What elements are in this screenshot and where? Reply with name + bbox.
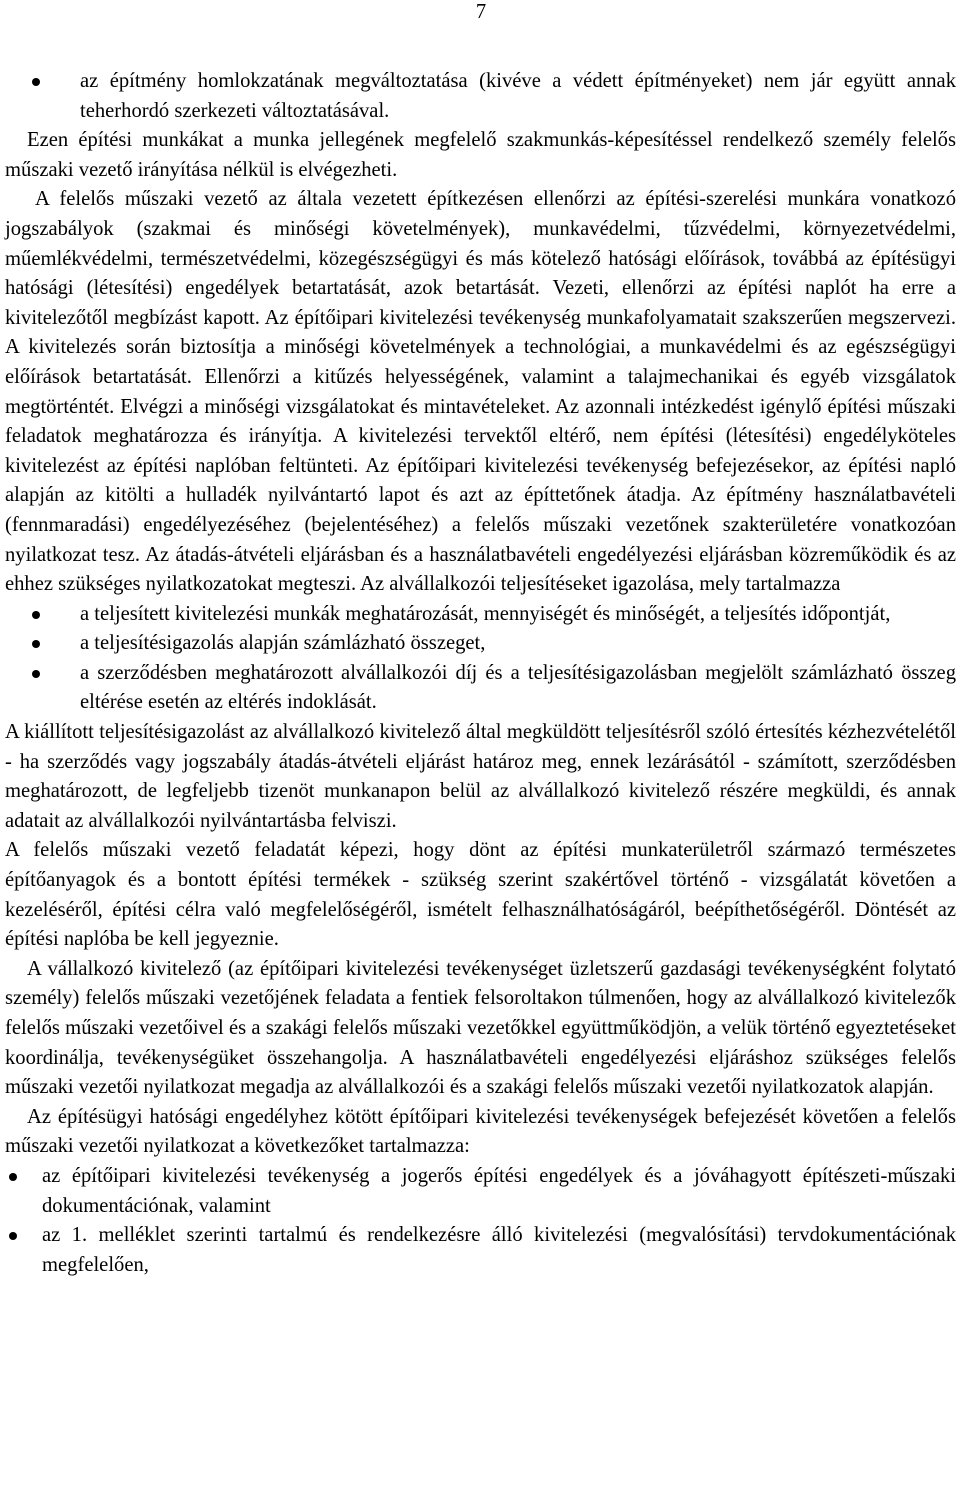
paragraph: Ezen építési munkákat a munka jellegének megfelelő szakmunkás-képesítéssel rendelkező személy felelős műszaki vezető irányítása nélkül is elvégezheti. bbox=[5, 129, 956, 181]
bullet-list-bottom bbox=[5, 1162, 956, 1280]
bullet-icon bbox=[9, 1173, 17, 1181]
list-item: a teljesített kivitelezési munkák meghatározását, mennyiségét és minőségét, a teljesítés időpontját, bbox=[5, 600, 956, 630]
bullet-icon bbox=[32, 640, 40, 648]
paragraph: A vállalkozó kivitelező (az építőipari kivitelezési tevékenységet üzletszerű gazdasági tevékenységként folytató személy) felelős műszaki vezetőjének feladata a fentiek felsoroltakon túlmenően, hogy az alvállalkozó kivitelezők felelős műszaki vezetőivel és a szakági felelős műszaki vezetőkkel együttműködjön, a velük történő egyeztetéseket koordinálja, tevékenységüket összehangolja. A használatbavételi engedélyezési eljáráshoz szükséges felelős műszaki vezetői nyilatkozat megadja az alvállalkozói és a szakági felelős műszaki vezetői nyilatkozatok alapján. bbox=[5, 957, 956, 1099]
list-item: az építmény homlokzatának megváltoztatása (kivéve a védett építményeket) nem jár együtt annak teherhordó szerkezeti változtatásával. bbox=[5, 67, 956, 126]
bullet-list-top bbox=[5, 67, 956, 126]
bullet-icon bbox=[32, 78, 40, 86]
paragraph: A kiállított teljesítésigazolást az alvállalkozó kivitelező által megküldött teljesítésről szóló értesítés kézhezvételétől - ha szerződés vagy jogszabály átadás-átvételi eljárást határoz meg, ennek lezárásától - számított, szerződésben meghatározott, de legfeljebb tizenöt munkanapon belül az alvállalkozó kivitelező részére megküldi, és annak adatait az alvállalkozói nyilvántartásba felviszi. bbox=[5, 721, 956, 832]
bullet-icon bbox=[32, 670, 40, 678]
bullet-list-middle bbox=[5, 600, 956, 718]
list-item: a teljesítésigazolás alapján számlázható összeget, bbox=[5, 629, 956, 659]
paragraph: A felelős műszaki vezető az általa vezetett építkezésen ellenőrzi az építési-szerelési munkára vonatkozó jogszabályok (szakmai és minőségi követelmények), munkavédelmi, tűzvédelmi, környezetvédelmi, műemlékvédelmi, természetvédelmi, közegészségügyi és más kötelező hatósági előírások, továbbá az építésügyi hatósági (létesítési) engedélyek betartatását, azok betartását. Vezeti, ellenőrzi az építési naplót ha erre a kivitelezőtől megbízást kapott. Az építőipari kivitelezési tevékenység munkafolyamatait szakszerűen megszervezi. A kivitelezés során biztosítja a minőségi követelmények a technológiai, a munkavédelmi és az egészségügyi előírások betartatását. Ellenőrzi a kitűzés helyességének, valamint a talajmechanikai és egyéb vizsgálatok megtörténtét. Elvégzi a minőségi vizsgálatokat és mintavételeket. Az azonnali intézkedést igénylő építési műszaki feladatok meghatározza és irányítja. A kivitelezési tervektől eltérő, nem építési (létesítési) engedélyköteles kivitelezést az építési naplóban feltünteti. Az építőipari kivitelezési tevékenység befejezésekor, az építési napló alapján az kitölti a hulladék nyilvántartó lapot és azt az építtetőnek átadja. Az építmény használatbavételi (fennmaradási) engedélyezéséhez (bejelentéséhez) a felelős műszaki vezetőnek szakterületére vonatkozóan nyilatkozat tesz. Az átadás-átvételi eljárásban és a használatbavételi engedélyezési eljárásban közreműködik és az ehhez szükséges nyilatkozatokat megteszi. Az alvállalkozói teljesítéseket igazolása, mely tartalmazza bbox=[5, 188, 956, 596]
document-body bbox=[5, 67, 956, 1280]
list-item: az építőipari kivitelezési tevékenység a jogerős építési engedélyek és a jóváhagyott építészeti-műszaki dokumentációnak, valamint bbox=[5, 1162, 956, 1221]
page-number: 7 bbox=[475, 1, 487, 23]
paragraph: A felelős műszaki vezető feladatát képezi, hogy dönt az építési munkaterületről származó természetes építőanyagok és a bontott építési termékek - szükség szerint szakértővel történő - vizsgálatát követően a kezeléséről, építési célra való megfelelőségéről, ismételt felhasználhatóságáról, beépíthetőségéről. Döntését az építési naplóba be kell jegyeznie. bbox=[5, 839, 956, 951]
list-item: a szerződésben meghatározott alvállalkozói díj és a teljesítésigazolásban megjelölt számlázható összeg eltérése esetén az eltérés indoklását. bbox=[5, 659, 956, 718]
paragraph: Az építésügyi hatósági engedélyhez kötött építőipari kivitelezési tevékenységek befejezését követően a felelős műszaki vezetői nyilatkozat a következőket tartalmazza: bbox=[5, 1105, 956, 1158]
bullet-icon bbox=[32, 611, 40, 619]
list-item: az 1. melléklet szerinti tartalmú és rendelkezésre álló kivitelezési (megvalósítási) tervdokumentációnak megfelelően, bbox=[5, 1221, 956, 1280]
bullet-icon bbox=[9, 1232, 17, 1240]
